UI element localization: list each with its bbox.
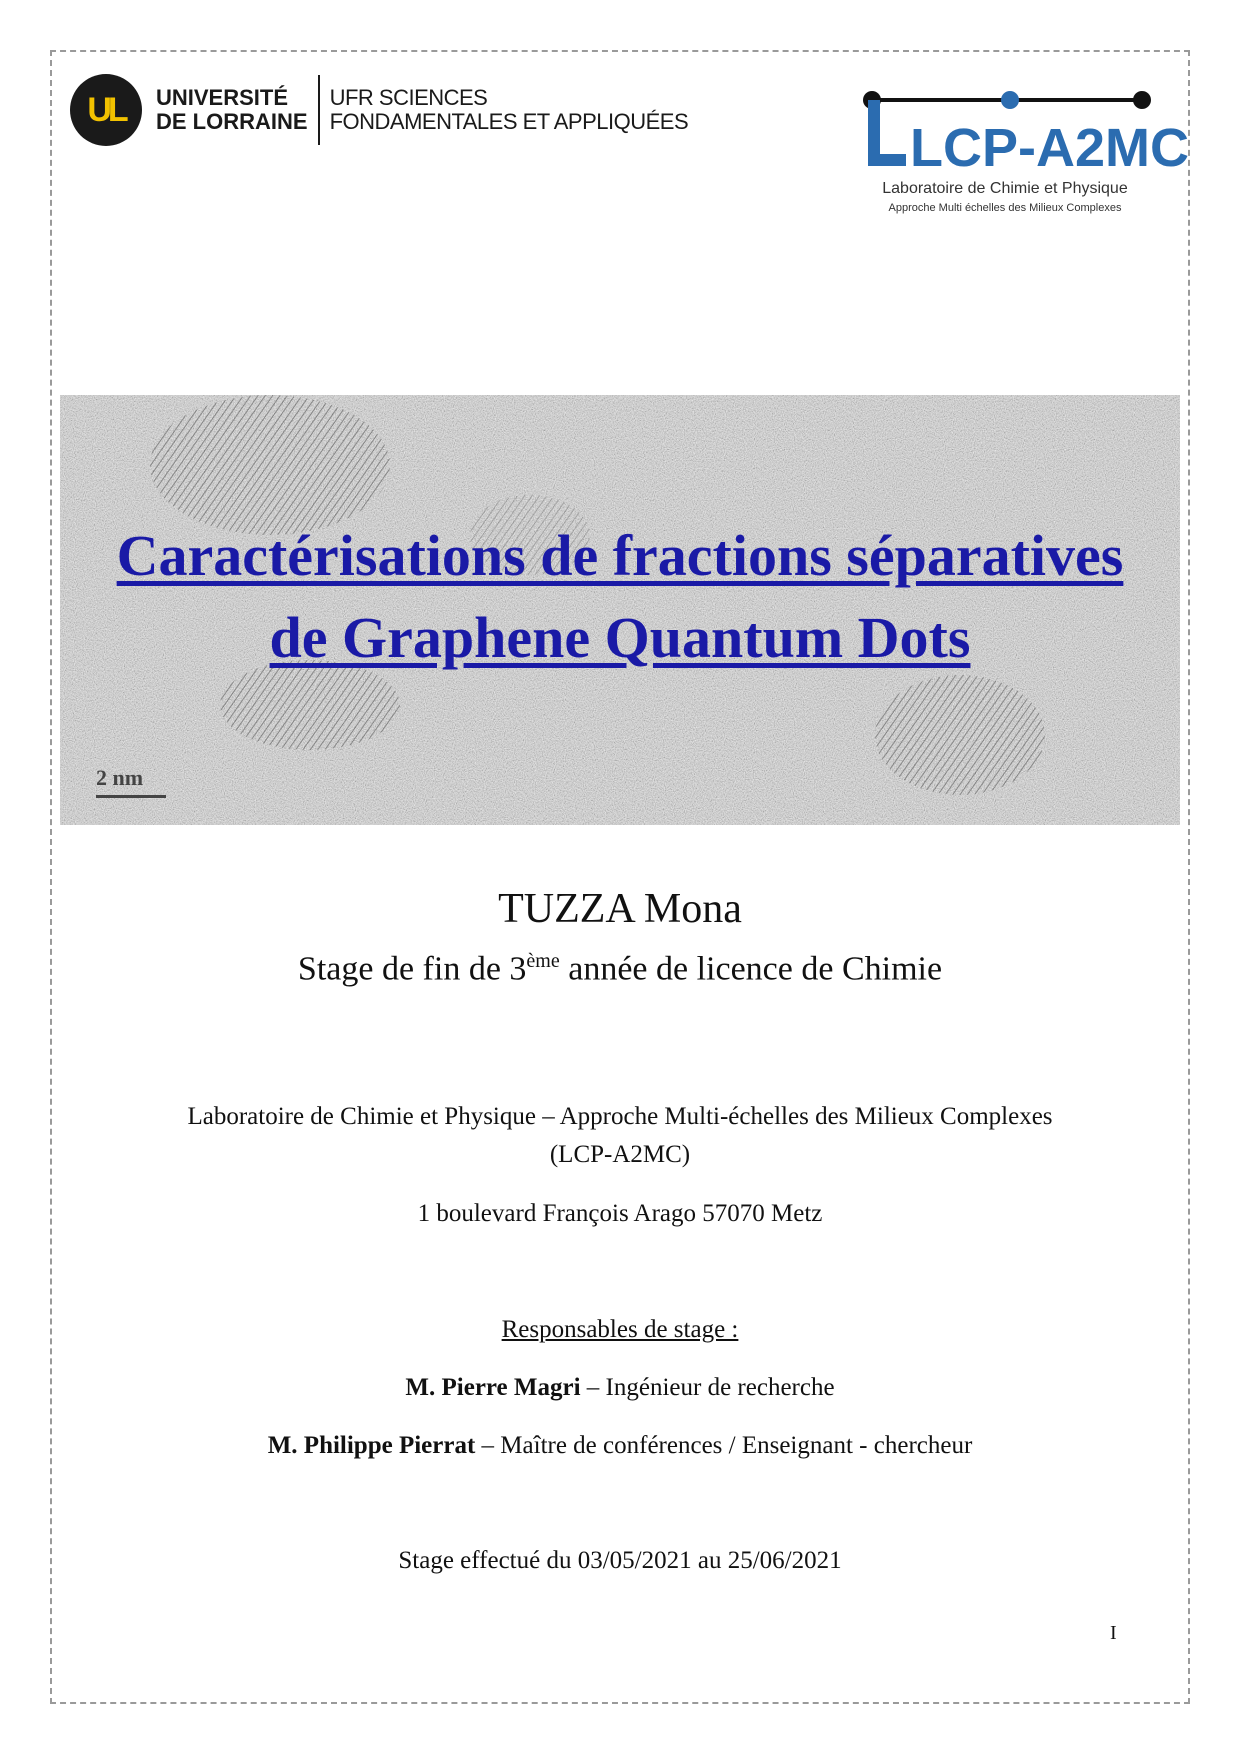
lcp-a2mc-logo-icon (860, 70, 1189, 180)
internship-dates: Stage effectué du 03/05/2021 au 25/06/2021 (398, 1547, 842, 1574)
internship-subtitle: Stage de fin de 3ème année de licence de Chimie (297, 950, 943, 988)
supervisors-heading: Responsables de stage : (501, 1316, 739, 1343)
lab-name: Laboratoire de Chimie et Physique (882, 180, 1128, 197)
header (70, 70, 1189, 230)
report-title: Caractérisations de fractions séparatives de Graphene Quantum Dots (116, 523, 1124, 670)
ufr-name: UFR SCIENCES FONDAMENTALES ET APPLIQUÉES (329, 85, 689, 134)
logo-divider (318, 75, 320, 145)
university-name: UNIVERSITÉ DE LORRAINE (156, 85, 308, 134)
supervisor-1: M. Pierre Magri – Ingénieur de recherche (405, 1374, 835, 1401)
page-number: I (1110, 1622, 1117, 1644)
scale-label: 2 nm (96, 765, 144, 790)
lab-subtitle: Approche Multi échelles des Milieux Complexes (888, 202, 1122, 214)
lab-address: 1 boulevard François Arago 57070 Metz (417, 1200, 823, 1227)
lab-full-name: Laboratoire de Chimie et Physique – Approche Multi-échelles des Milieux Complexes (187, 1103, 1053, 1130)
ul-monogram-icon: UL (70, 74, 142, 146)
supervisor-2: M. Philippe Pierrat – Maître de conférences / Enseignant - chercheur (267, 1432, 973, 1459)
lab-logo-text: LCP-A2MC (910, 118, 1189, 178)
scale-bar (96, 795, 166, 798)
tem-image-banner (60, 395, 1180, 825)
author-name: TUZZA Mona (498, 886, 742, 932)
lab-acronym: (LCP-A2MC) (549, 1141, 691, 1168)
universite-de-lorraine-logo (70, 74, 688, 146)
lcp-a2mc-logo (860, 70, 1189, 220)
